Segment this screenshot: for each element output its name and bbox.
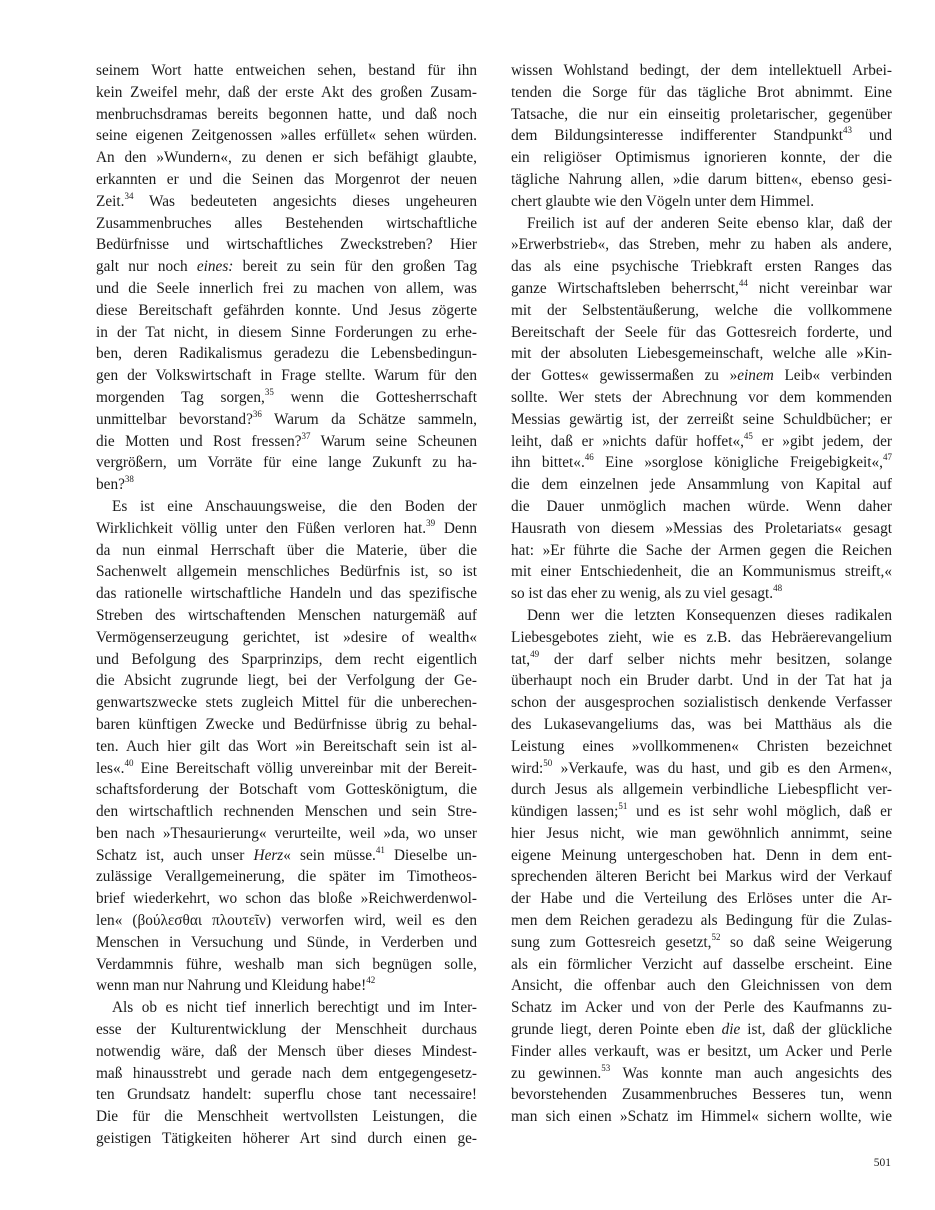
left-column-line [96, 147, 477, 169]
right-column-line [511, 256, 892, 278]
left-column-line [96, 954, 477, 976]
text-run: maß hinausstrebt und gerade nach dem entgegengesetz- [96, 1064, 477, 1082]
text-run: bevorstehenden Zusammenbruches Besseres tun, wenn [511, 1086, 892, 1104]
text-run: Menschen in Versuchung und Sünde, in Verderben und [96, 933, 477, 951]
right-column-line [511, 801, 892, 823]
text-run: durch Jesus als allgemein verbindliche Liebespflicht ver- [511, 781, 892, 799]
text-run: « sein müsse. [283, 846, 376, 864]
text-run: und Befolgung des Sparprinzips, dem recht eigentlich [96, 650, 477, 668]
text-run: men dem Reichen geradezu als Bedingung für die Zulas- [511, 912, 892, 930]
emphasis-text: Herz [253, 846, 284, 864]
text-run: genwartszwecke stets zugleich Mittel für die unberechen- [96, 694, 477, 712]
text-run: als ein förmlicher Verzicht auf dasselbe erscheint. Eine [511, 955, 892, 973]
left-column-line [96, 387, 477, 409]
left-column-line [96, 627, 477, 649]
text-run: ben, deren Radikalismus geradezu die Lebensbedingun- [96, 345, 477, 363]
footnote-ref: 40 [124, 757, 134, 768]
text-run: ist, daß der glückliche [740, 1021, 892, 1039]
text-run: »Erwerbstrieb«, das Streben, mehr zu haben als andere, [511, 236, 892, 254]
right-column-line [511, 997, 892, 1019]
left-column-line [96, 1063, 477, 1085]
left-column-line [96, 1041, 477, 1063]
text-run: Verdammnis führe, weshalb man sich begnügen solle, [96, 955, 477, 973]
footnote-ref: 38 [124, 474, 134, 485]
text-run: Leistung eines »vollkommenen« Christen bezeichnet [511, 737, 892, 755]
text-run: so daß seine Weigerung [720, 933, 892, 951]
text-run: mit einer Entschiedenheit, die an Kommunismus streift,« [511, 563, 892, 581]
left-column-line [96, 866, 477, 888]
left-column-line [96, 845, 477, 867]
text-run: mit der Selbstentäußerung, welche die vollkommene [511, 301, 892, 319]
right-column-line [511, 561, 892, 583]
left-column-line [96, 1128, 477, 1150]
text-run: diese Bereitschaft gefährden konnte. Und Jesus zögerte [96, 301, 477, 319]
left-column-line [96, 409, 477, 431]
text-run: bereit zu sein für den großen Tag [233, 258, 477, 276]
left-column-line [96, 801, 477, 823]
left-column-line [96, 997, 477, 1019]
right-column-line [511, 191, 892, 213]
text-run: ihn bittet«. [511, 454, 585, 472]
text-run: Die für die Menschheit wertvollsten Leistungen, die [96, 1108, 477, 1126]
text-run: Wirklichkeit völlig unter den Füßen verloren hat. [96, 519, 427, 537]
text-run: ben? [96, 476, 125, 494]
footnote-ref: 37 [301, 430, 311, 441]
right-column-line [511, 932, 892, 954]
text-run: hier Jesus nicht, wie man gewöhnlich annimmt, seine [511, 824, 892, 842]
text-run: An den »Wundern«, zu denen er sich befähigt glaubte, [96, 149, 477, 167]
text-run: Schatz im Acker und von der Perle des Kaufmanns zu- [511, 999, 892, 1017]
text-run: Dieselbe un- [384, 846, 477, 864]
footnote-ref: 42 [366, 975, 376, 986]
text-run: Schatz ist, auch unser [96, 846, 254, 864]
text-run: esse der Kulturentwicklung der Menschheit durchaus [96, 1021, 477, 1039]
text-run: tägliche Nahrung allen, »die darum bitten«, ebenso gesi- [511, 170, 892, 188]
text-run: und die Seele innerlich frei zu machen von allem, was [96, 279, 477, 297]
text-run: Eine »sorglose königliche Freigebigkeit«, [593, 454, 883, 472]
text-run: man sich einen »Schatz im Himmel« sichern wollte, wie [511, 1108, 892, 1126]
text-run: tenden die Sorge für das tägliche Brot abnimmt. Eine [511, 83, 892, 101]
right-column-line [511, 169, 892, 191]
left-column-line [96, 518, 477, 540]
footnote-ref: 48 [773, 583, 783, 594]
left-column-line [96, 540, 477, 562]
right-column-line [511, 60, 892, 82]
right-column-line [511, 125, 892, 147]
footnote-ref: 41 [375, 844, 385, 855]
left-column-line [96, 60, 477, 82]
text-run: in der Tat nicht, in diesem Sinne Forderungen zu erhe- [96, 323, 477, 341]
footnote-ref: 45 [743, 430, 753, 441]
right-column-line [511, 1063, 892, 1085]
right-column-line [511, 343, 892, 365]
text-run: das als eine psychische Triebkraft ersten Ranges das [511, 258, 892, 276]
text-run: Leib« verbinden [773, 367, 892, 385]
page-number: 501 [873, 1157, 891, 1169]
text-run: Ansicht, die offenbar auch den Gleichnissen von dem [511, 977, 892, 995]
right-column-line [511, 866, 892, 888]
text-run: ten. Auch hier gilt das Wort »in Bereitschaft sein ist al- [96, 737, 477, 755]
left-column-line [96, 823, 477, 845]
text-run: da nun einmal Herrschaft über die Materie, über die [96, 541, 477, 559]
left-column-line [96, 104, 477, 126]
left-column-line [96, 736, 477, 758]
text-run: leiht, daß er »nichts dafür hoffet«, [511, 432, 744, 450]
left-column-line [96, 365, 477, 387]
text-run: der darf selber nichts mehr besitzen, solange [539, 650, 892, 668]
left-column-line [96, 278, 477, 300]
emphasis-text: einem [737, 367, 774, 385]
right-column-line [511, 627, 892, 649]
right-column-line [511, 234, 892, 256]
right-column-line [511, 714, 892, 736]
left-column-line [96, 583, 477, 605]
text-run: baren künftigen Zwecke und Bedürfnisse übrig zu behal- [96, 715, 477, 733]
left-column-line [96, 1019, 477, 1041]
text-run: nicht vereinbar war [747, 279, 892, 297]
text-run: wenn man nur Nahrung und Kleidung habe! [96, 977, 367, 995]
left-column-line [96, 605, 477, 627]
left-column-line [96, 431, 477, 453]
text-run: Warum seine Scheunen [310, 432, 477, 450]
text-run: der Gottes« gewissermaßen zu » [511, 367, 738, 385]
left-column-line [96, 452, 477, 474]
text-run: des Lukasevangeliums das, was bei Matthäus als die [511, 715, 892, 733]
text-run: schon der ausgesprochen sozialistisch denkende Verfasser [511, 694, 892, 712]
footnote-ref: 49 [530, 648, 540, 659]
footnote-ref: 53 [601, 1062, 611, 1073]
text-run: sprechenden älteren Bericht bei Markus wird der Verkauf [511, 868, 892, 886]
footnote-ref: 44 [738, 277, 748, 288]
text-run: Sachenwelt allgemein menschliches Bedürfnis ist, so ist [96, 563, 477, 581]
text-run: gen der Volkswirtschaft in Frage stellte. Warum für den [96, 367, 477, 385]
right-column-line [511, 954, 892, 976]
left-column-line [96, 649, 477, 671]
text-run: wird: [511, 759, 544, 777]
text-run: ein religiöser Optimismus ignorieren konnte, der die [511, 149, 892, 167]
text-run: ganze Wirtschaftsleben beherrscht, [511, 279, 739, 297]
left-column-line [96, 670, 477, 692]
right-column-line [511, 431, 892, 453]
text-run: geistigen Tätigkeiten höherer Art sind durch einen ge- [96, 1130, 477, 1148]
text-run: hat: »Er führte die Sache der Armen gegen die Reichen [511, 541, 892, 559]
text-run: morgenden Tag sorgen, [96, 388, 265, 406]
text-run: die Absicht zugrunde liegt, bei der Verfolgung der Ge- [96, 672, 477, 690]
text-run: und [852, 127, 892, 145]
text-run: dem Bildungsinteresse indifferenter Standpunkt [511, 127, 844, 145]
text-run: Was bedeuteten angesichts dieses ungeheuren [133, 192, 477, 210]
text-run: die Motten und Rost fressen? [96, 432, 302, 450]
text-run: notwendig wäre, daß der Mensch über dieses Mindest- [96, 1042, 477, 1060]
right-column-line [511, 670, 892, 692]
right-column-line [511, 649, 892, 671]
text-run: Es ist eine Anschauungsweise, die den Boden der [112, 497, 477, 515]
emphasis-text: eines: [196, 258, 234, 276]
footnote-ref: 50 [543, 757, 553, 768]
text-run: seinem Wort hatte entweichen sehen, bestand für ihn [96, 62, 477, 79]
footnote-ref: 34 [124, 190, 134, 201]
text-run: menbruchsdramas bereits begonnen hatte, und daß noch [96, 105, 477, 123]
text-run: zu gewinnen. [511, 1064, 602, 1082]
left-column-line [96, 191, 477, 213]
text-run: ben nach »Thesaurierung« verurteilte, weil »da, wo unser [96, 824, 477, 842]
text-run: Bedürfnisse und wirtschaftliches Zweckstreben? Hier [96, 236, 477, 254]
left-text-column [96, 60, 477, 1150]
right-column-line [511, 1019, 892, 1041]
left-column-line [96, 888, 477, 910]
text-run: »Verkaufe, was du hast, und gib es den Armen«, [552, 759, 892, 777]
left-column-line [96, 169, 477, 191]
footnote-ref: 39 [426, 517, 436, 528]
right-column-line [511, 823, 892, 845]
footnote-ref: 52 [711, 931, 721, 942]
left-column-line [96, 561, 477, 583]
text-run: seine eigenen Zeitgenossen »alles erfüllet« sehen würden. [96, 127, 477, 145]
text-run: Hausrath von diesem »Messias des Proletariats« gesagt [511, 519, 892, 537]
right-column-line [511, 474, 892, 496]
text-run: Denn [435, 519, 477, 537]
text-run: so ist das eher zu wenig, als zu viel gesagt. [511, 585, 774, 603]
text-run: Messias gewärtig ist, der zerreißt seine Schuldbücher; er [511, 410, 892, 428]
text-run: len« (βούλεσθαι πλουτεῖν) verworfen wird, weil es den [96, 912, 477, 930]
right-column-line [511, 910, 892, 932]
text-run: les«. [96, 759, 125, 777]
right-column-line [511, 1106, 892, 1128]
right-column-line [511, 1041, 892, 1063]
right-column-line [511, 888, 892, 910]
right-column-line [511, 409, 892, 431]
text-run: er »gibt jedem, der [752, 432, 892, 450]
text-run: die Dauer unmöglich machen würde. Wenn daher [511, 497, 892, 515]
emphasis-text: die [721, 1021, 741, 1039]
text-run: sung zum Gottesreich gesetzt, [511, 933, 712, 951]
right-column-line [511, 300, 892, 322]
text-run: galt nur noch [96, 258, 197, 276]
text-run: schaftsforderung der Botschaft vom Gotteskönigtum, die [96, 781, 477, 799]
text-run: Bereitschaft der Seele für das Gottesreich forderte, und [511, 323, 892, 341]
left-column-line [96, 1106, 477, 1128]
text-run: und es ist sehr wohl möglich, daß er [627, 803, 892, 821]
right-column-line [511, 540, 892, 562]
left-column-line [96, 300, 477, 322]
right-column-line [511, 1084, 892, 1106]
right-column-line [511, 82, 892, 104]
text-run: den wirtschaftlich rechnenden Menschen und sein Stre- [96, 803, 477, 821]
text-run: mit der absoluten Liebesgemeinschaft, welche alle »Kin- [511, 345, 892, 363]
left-column-line [96, 496, 477, 518]
left-column-line [96, 714, 477, 736]
left-column-line [96, 82, 477, 104]
text-run: erkannten er und die Seinen das Morgenrot der neuen [96, 170, 477, 188]
left-column-line [96, 322, 477, 344]
footnote-ref: 35 [264, 386, 274, 397]
right-column-line [511, 387, 892, 409]
left-column-line [96, 975, 477, 997]
right-column-line [511, 583, 892, 605]
footnote-ref: 43 [843, 125, 853, 136]
left-column-line [96, 234, 477, 256]
right-column-line [511, 758, 892, 780]
left-column-line [96, 758, 477, 780]
text-run: wissen Wohlstand bedingt, der dem intellektuell Arbei- [511, 62, 892, 79]
text-run: kein Zweifel mehr, daß der erste Akt des großen Zusam- [96, 83, 477, 101]
left-column-line [96, 343, 477, 365]
text-run: eigene Meinung untergeschoben hat. Denn in dem ent- [511, 846, 892, 864]
left-column-line [96, 1084, 477, 1106]
right-column-line [511, 278, 892, 300]
text-run: Tatsache, die nur ein einseitig proletarischer, gegenüber [511, 105, 892, 123]
left-column-line [96, 910, 477, 932]
text-run: kündigen lassen; [511, 803, 619, 821]
text-run: Vermögenserzeugung gerichtet, ist »desire of wealth« [96, 628, 477, 646]
text-run: Zusammenbruches alles Bestehenden wirtschaftliche [96, 214, 477, 232]
text-run: Streben des wirtschaftenden Menschen naturgemäß auf [96, 606, 477, 624]
text-run: der Habe und die Verteilung des Erlöses unter die Ar- [511, 890, 892, 908]
right-text-column [511, 60, 892, 1128]
right-column-line [511, 845, 892, 867]
text-run: Freilich ist auf der anderen Seite ebenso klar, daß der [527, 214, 892, 232]
text-run: überhaupt noch ein Bruder darbt. Und in der Tat hat ja [511, 672, 892, 690]
right-column-line [511, 104, 892, 126]
right-column-line [511, 213, 892, 235]
left-column-line [96, 213, 477, 235]
right-column-line [511, 365, 892, 387]
text-run: unmittelbar bevorstand? [96, 410, 253, 428]
right-column-line [511, 692, 892, 714]
footnote-ref: 36 [252, 408, 262, 419]
text-run: vergrößern, um Vorräte für eine lange Zukunft zu ha- [96, 454, 477, 472]
right-column-line [511, 736, 892, 758]
right-column-line [511, 779, 892, 801]
text-run: die dem einzelnen jede Ansammlung von Kapital auf [511, 476, 892, 494]
footnote-ref: 51 [618, 801, 628, 812]
text-run: Als ob es nicht tief innerlich berechtigt und im Inter- [112, 999, 477, 1017]
footnote-ref: 46 [584, 452, 594, 463]
left-column-line [96, 474, 477, 496]
left-column-line [96, 692, 477, 714]
left-column-line [96, 256, 477, 278]
left-column-line [96, 779, 477, 801]
right-column-line [511, 452, 892, 474]
text-run: Zeit. [96, 192, 125, 210]
text-run: brief wiederkehrt, wo schon das bloße »Reichwerdenwol- [96, 890, 477, 908]
left-column-line [96, 125, 477, 147]
footnote-ref: 47 [882, 452, 892, 463]
right-column-line [511, 605, 892, 627]
right-column-line [511, 496, 892, 518]
text-run: Eine Bereitschaft völlig unvereinbar mit der Bereit- [133, 759, 477, 777]
text-run: wenn die Gottesherrschaft [273, 388, 477, 406]
text-run: chert glaubte wie den Vögeln unter dem Himmel. [511, 192, 815, 210]
text-run: Was konnte man auch angesichts des [610, 1064, 892, 1082]
right-column-line [511, 975, 892, 997]
text-run: Warum da Schätze sammeln, [261, 410, 477, 428]
text-run: Finder alles verkauft, was er besitzt, um Acker und Perle [511, 1042, 892, 1060]
left-column-line [96, 932, 477, 954]
text-run: Denn wer die letzten Konsequenzen dieses radikalen [527, 606, 892, 624]
text-run: tat, [511, 650, 531, 668]
right-column-line [511, 518, 892, 540]
right-column-line [511, 322, 892, 344]
text-run: grunde liegt, deren Pointe eben [511, 1021, 722, 1039]
text-run: zulässige Verallgemeinerung, die später im Timotheos- [96, 868, 477, 886]
text-run: das rationelle wirtschaftliche Handeln und das spezifische [96, 585, 477, 603]
text-run: Liebesgebotes zieht, wie es z.B. das Hebräerevangelium [511, 628, 892, 646]
right-column-line [511, 147, 892, 169]
text-run: ten Grundsatz handelt: superflu chose tant necessaire! [96, 1086, 477, 1104]
text-run: sollte. Wer stets der Abrechnung vor dem kommenden [511, 388, 892, 406]
